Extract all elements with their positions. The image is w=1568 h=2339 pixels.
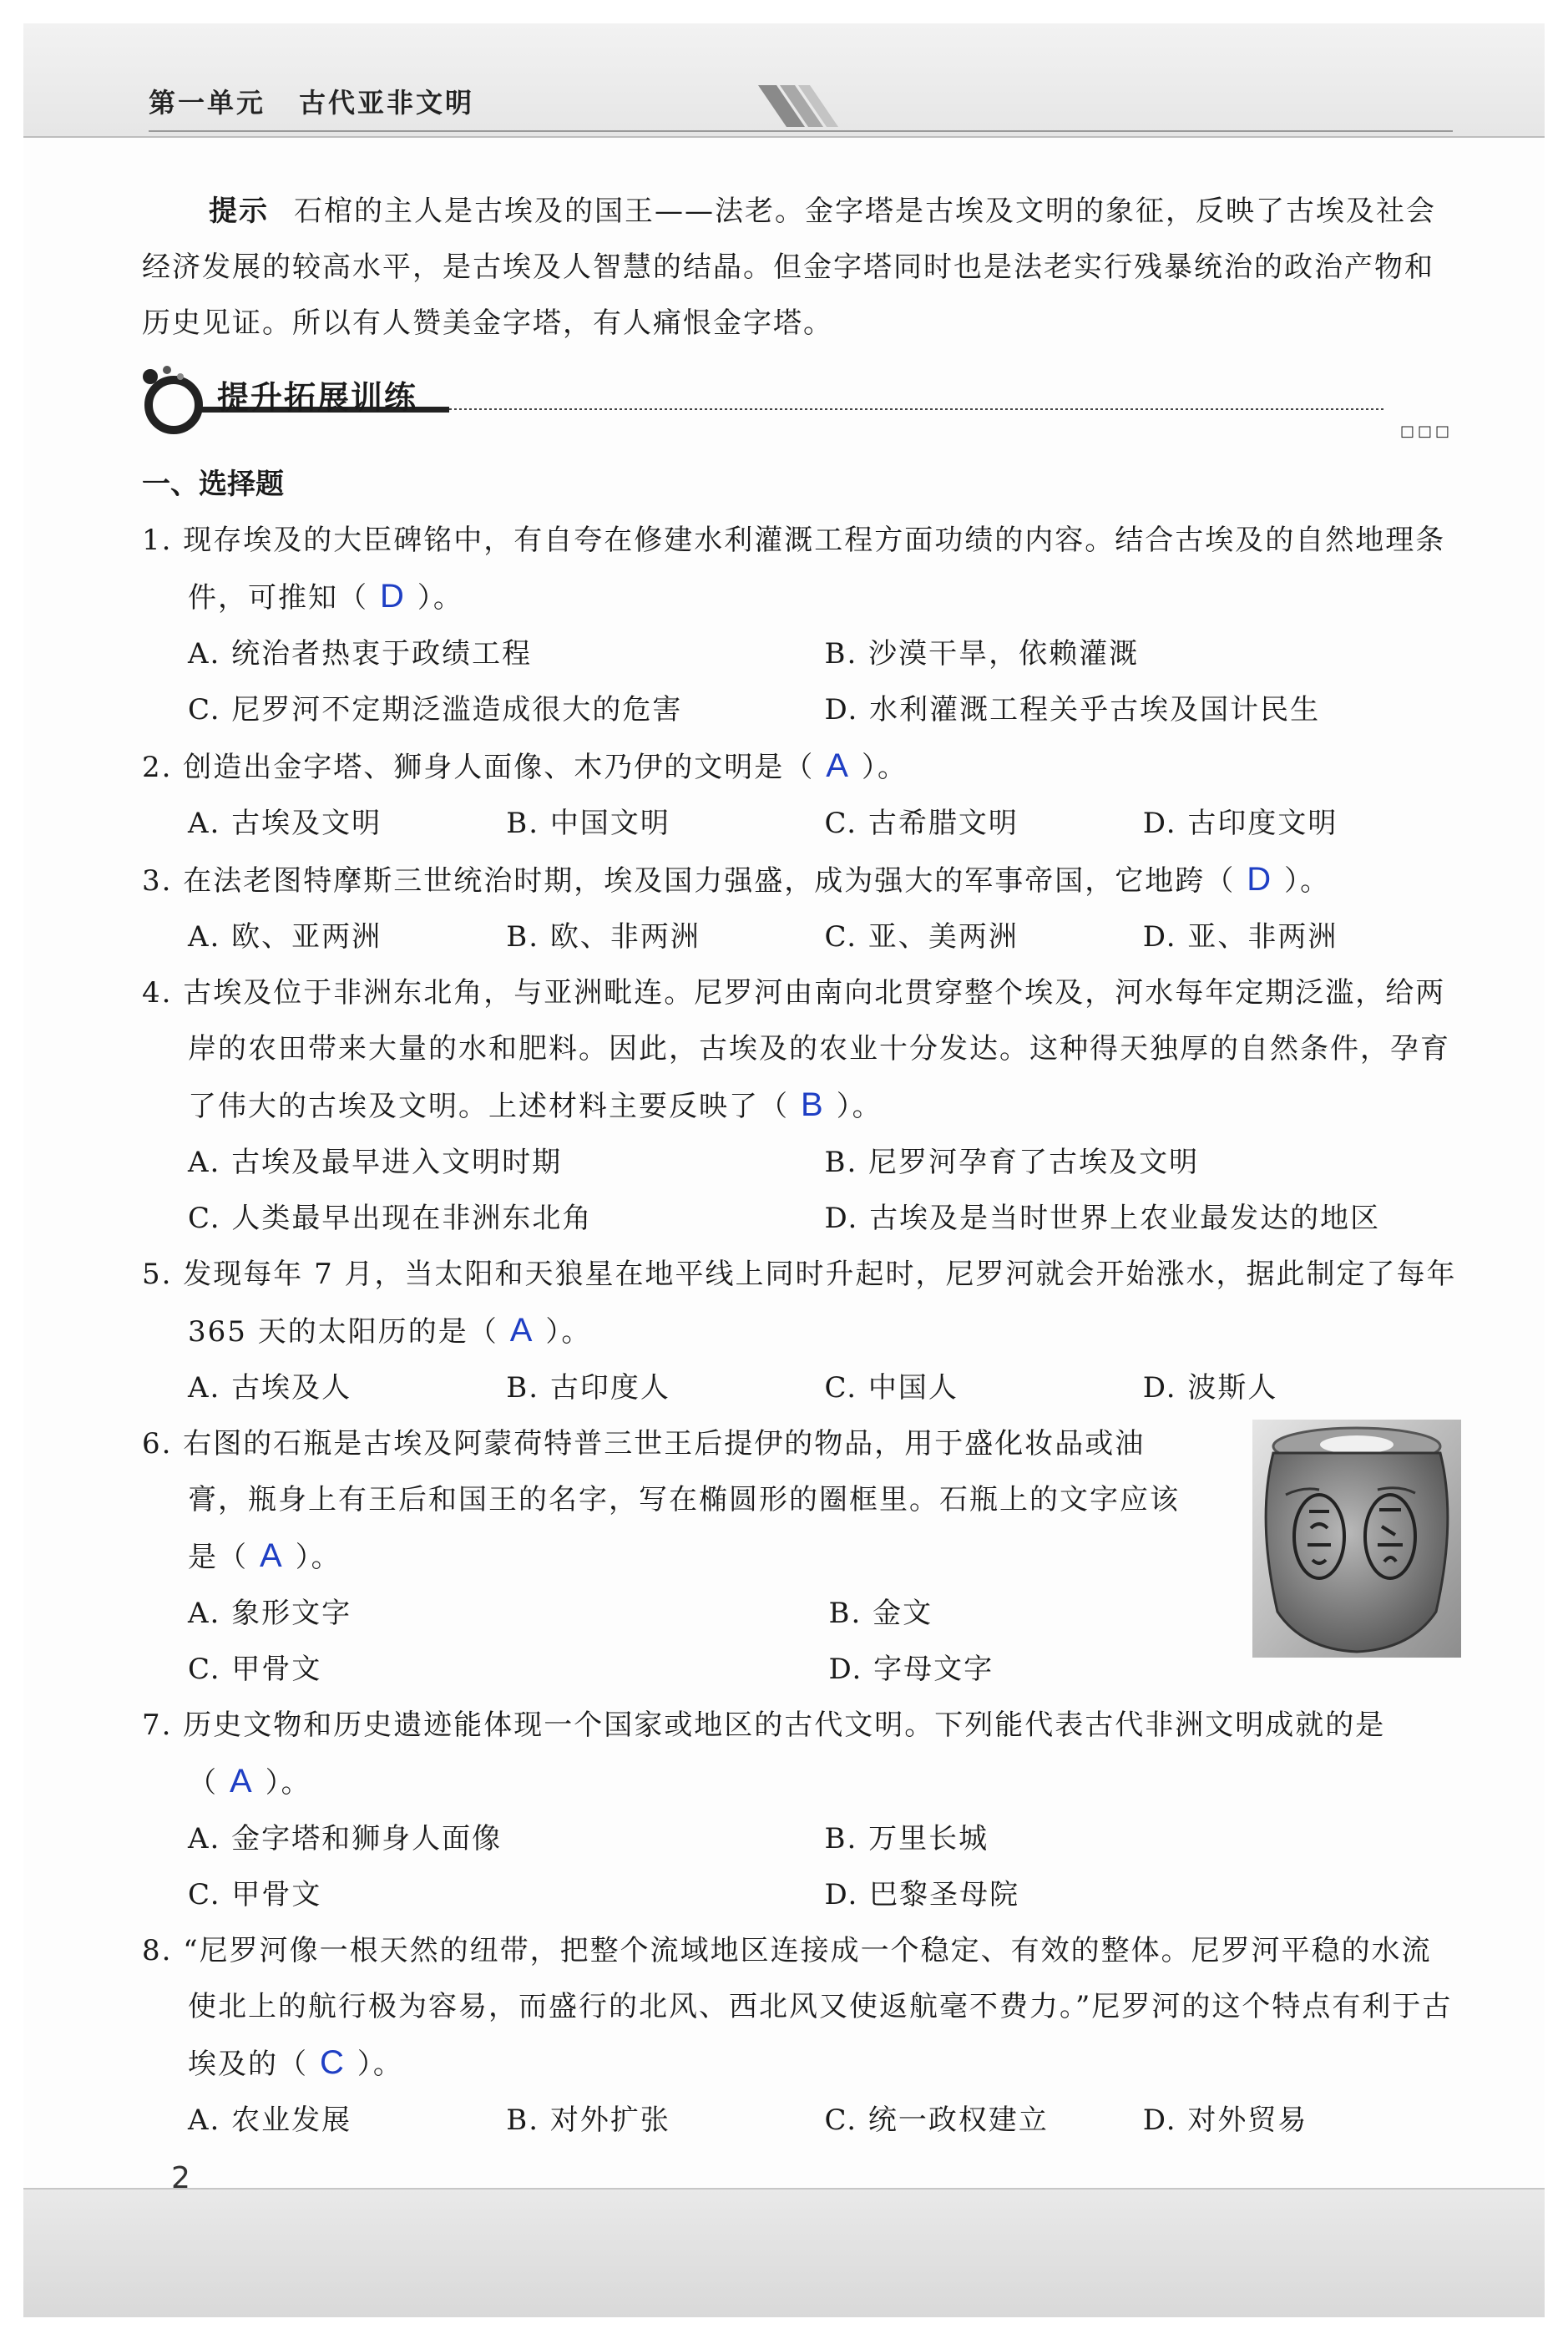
question-stem [142, 1416, 1202, 1586]
option-c: C. 尼罗河不定期泛滥造成很大的危害 [188, 693, 683, 727]
question-5 [142, 1247, 1461, 1416]
stem-text: 创造出金字塔、狮身人面像、木乃伊的文明是（ [183, 751, 815, 784]
question-3 [142, 852, 1461, 965]
question-number: 8. [142, 1934, 173, 1967]
hint-text: 石棺的主人是古埃及的国王——法老。金字塔是古埃及文明的象征，反映了古埃及社会经济发展的较高水平，是古埃及人智慧的结晶。但金字塔同时也是法老实行残暴统治的政治产物和历史见证。所以有人赞美金字塔，有人痛恨金字塔。 [142, 195, 1436, 340]
stem-end: ）。 [861, 751, 908, 784]
options [142, 1811, 1461, 1923]
option-a: A. 古埃及文明 [188, 807, 382, 840]
stem-end: ）。 [357, 2048, 403, 2081]
option-d: D. 巴黎圣母院 [824, 1878, 1020, 1911]
part-heading: 一、选择题 [142, 468, 284, 501]
answer-mark: A [230, 1763, 254, 1800]
page-content [142, 184, 1461, 2149]
question-stem [142, 738, 1461, 796]
question-number: 7. [142, 1709, 173, 1742]
question-number: 6. [142, 1427, 173, 1461]
option-b: B. 欧、非两洲 [506, 920, 701, 954]
options [142, 1360, 1461, 1416]
stem-text: 发现每年 7 月，当太阳和天狼星在地平线上同时升起时，尼罗河就会开始涨水，据此制定了每年 365 天的太阳历的是（ [183, 1258, 1457, 1349]
option-b: B. 沙漠干旱，依赖灌溉 [824, 637, 1140, 671]
answer-mark: A [509, 1312, 534, 1349]
options [142, 796, 1461, 852]
option-b: B. 尼罗河孕育了古埃及文明 [824, 1146, 1200, 1179]
option-a: A. 古埃及最早进入文明时期 [188, 1146, 563, 1179]
stem-text: “尼罗河像一根天然的纽带，把整个流域地区连接成一个稳定、有效的整体。尼罗河平稳的水流使北上的航行极为容易，而盛行的北风、西北风又使返航毫不费力。”尼罗河的这个特点有利于古埃及的（ [183, 1934, 1453, 2081]
option-d: D. 亚、非两洲 [1142, 920, 1338, 954]
stem-end: ）。 [265, 1766, 311, 1800]
stem-end: ）。 [1284, 864, 1331, 898]
page-header [23, 23, 1545, 138]
answer-mark: D [380, 578, 406, 615]
header-rule [149, 130, 1453, 132]
question-stem [142, 1923, 1461, 2093]
question-2 [142, 738, 1461, 852]
option-c: C. 甲骨文 [188, 1653, 322, 1686]
option-d: D. 古印度文明 [1142, 807, 1338, 840]
stem-text: 古埃及位于非洲东北角，与亚洲毗连。尼罗河由南向北贯穿整个埃及，河水每年定期泛滥，给两岸的农田带来大量的水和肥料。因此，古埃及的农业十分发达。这种得天独厚的自然条件，孕育了伟大的古埃及文明。上述材料主要反映了（ [183, 976, 1450, 1123]
answer-mark: B [801, 1086, 825, 1123]
question-stem [142, 852, 1461, 909]
option-a: A. 象形文字 [188, 1597, 352, 1630]
question-number: 5. [142, 1258, 173, 1291]
question-number: 4. [142, 976, 173, 1010]
section-banner [142, 365, 1461, 440]
option-c: C. 亚、美两洲 [824, 920, 1019, 954]
option-a: A. 统治者热衷于政绩工程 [188, 637, 533, 671]
option-b: B. 对外扩张 [506, 2104, 670, 2137]
header-decoration-icon [758, 85, 842, 127]
question-number: 3. [142, 864, 173, 898]
option-a: A. 金字塔和狮身人面像 [188, 1822, 503, 1856]
section-title: 提升拓展训练 [217, 379, 418, 416]
stem-text: 现存埃及的大臣碑铭中，有自夸在修建水利灌溉工程方面功绩的内容。结合古埃及的自然地理条件，可推知（ [183, 524, 1446, 615]
option-d: D. 古埃及是当时世界上农业最发达的地区 [824, 1202, 1381, 1235]
option-c: C. 古希腊文明 [824, 807, 1019, 840]
question-number: 2. [142, 751, 173, 784]
options [142, 1135, 1461, 1247]
options [142, 909, 1461, 965]
option-c: C. 统一政权建立 [824, 2104, 1049, 2137]
question-stem [142, 1247, 1461, 1360]
stem-text: 在法老图特摩斯三世统治时期，埃及国力强盛，成为强大的军事帝国，它地跨（ [183, 864, 1236, 898]
stem-end: ）。 [545, 1315, 592, 1349]
option-c: C. 中国人 [824, 1371, 959, 1405]
question-8 [142, 1923, 1461, 2149]
header-title [149, 82, 474, 120]
question-6-text [142, 1416, 1202, 1698]
question-1 [142, 513, 1461, 738]
option-b: B. 金文 [828, 1597, 933, 1630]
options [142, 626, 1461, 738]
question-stem [142, 513, 1461, 626]
option-b: B. 古印度人 [506, 1371, 670, 1405]
stem-end: ）。 [836, 1090, 883, 1123]
answer-mark: D [1247, 861, 1273, 898]
option-a: A. 欧、亚两洲 [188, 920, 382, 954]
question-6 [142, 1416, 1461, 1698]
question-4 [142, 965, 1461, 1247]
option-c: C. 甲骨文 [188, 1878, 322, 1911]
page-number: 2 [171, 2161, 190, 2195]
answer-mark: A [826, 747, 850, 784]
option-d: D. 字母文字 [828, 1653, 994, 1686]
question-number: 1. [142, 524, 173, 557]
answer-mark: A [260, 1537, 284, 1574]
header-unit-title: 古代亚非文明 [299, 87, 475, 119]
question-stem [142, 1698, 1461, 1811]
page-footer-band [23, 2188, 1545, 2317]
stem-text: 历史文物和历史遗迹能体现一个国家或地区的古代文明。下列能代表古代非洲文明成就的是（ [183, 1709, 1386, 1800]
stem-end: ）。 [295, 1541, 341, 1574]
stem-end: ）。 [417, 581, 463, 615]
question-stem [142, 965, 1461, 1135]
option-b: B. 中国文明 [506, 807, 670, 840]
option-d: D. 对外贸易 [1142, 2104, 1308, 2137]
hint-paragraph [142, 184, 1461, 352]
option-d: D. 波斯人 [1142, 1371, 1278, 1405]
question-7 [142, 1698, 1461, 1923]
option-b: B. 万里长城 [824, 1822, 989, 1856]
option-c: C. 人类最早出现在非洲东北角 [188, 1202, 593, 1235]
option-d: D. 水利灌溉工程关乎古埃及国计民生 [824, 693, 1321, 727]
option-a: A. 古埃及人 [188, 1371, 352, 1405]
option-a: A. 农业发展 [188, 2104, 352, 2137]
header-unit: 第一单元 [149, 87, 266, 119]
hint-label: 提示 [209, 195, 269, 228]
answer-mark: C [320, 2044, 346, 2081]
stem-text: 右图的石瓶是古埃及阿蒙荷特普三世王后提伊的物品，用于盛化妆品或油膏，瓶身上有王后和国王的名字，写在椭圆形的圈框里。石瓶上的文字应该是（ [183, 1427, 1180, 1574]
stone-jar-image [1252, 1420, 1461, 1658]
section-dots: □□□ [1399, 423, 1453, 440]
options [142, 2093, 1461, 2149]
